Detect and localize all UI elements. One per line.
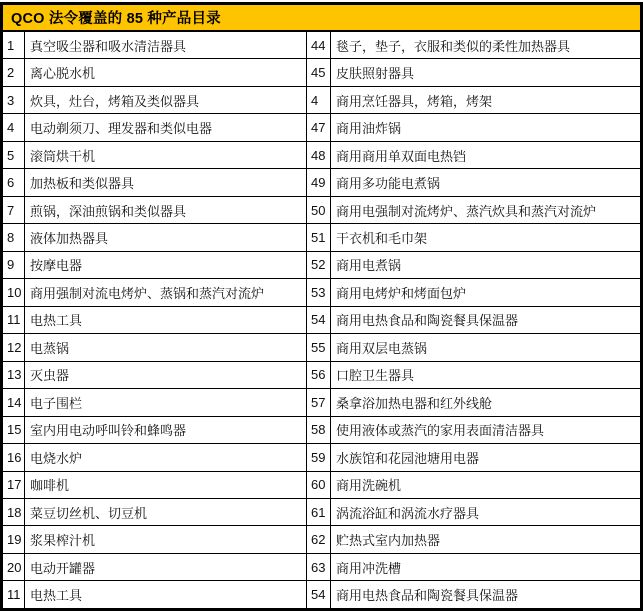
product-name-cell-right: 使用液体或蒸汽的家用表面清洁器具 [336, 423, 545, 439]
row-number-cell-right: 48 [307, 142, 331, 168]
table-row [3, 526, 640, 553]
product-table [3, 32, 640, 608]
row-number-cell-right: 62 [307, 526, 331, 552]
product-name-cell-left: 电动开罐器 [25, 554, 307, 580]
product-name-cell-left: 加热板和类似器具 [25, 169, 307, 195]
product-name-cell-left: 电动剃须刀、理发器和类似电器 [25, 114, 307, 140]
row-number-cell-right: 54 [307, 581, 331, 607]
product-name-cell-left: 滚筒烘干机 [25, 142, 307, 168]
table-row [3, 307, 640, 334]
product-name-cell-left: 电热工具 [25, 307, 307, 333]
product-catalog-document [0, 2, 643, 611]
product-name-cell-right: 商用双层电蒸锅 [336, 340, 428, 356]
row-number-cell-right: 59 [307, 444, 331, 470]
table-row [3, 114, 640, 141]
row-number-cell-left: 2 [3, 59, 25, 85]
product-name-cell-left: 电蒸锅 [25, 334, 307, 360]
product-name-cell-right: 商用电煮锅 [336, 258, 402, 274]
product-name-cell-right: 商用多功能电煮锅 [336, 176, 441, 192]
table-row [3, 499, 640, 526]
row-number-cell-left: 9 [3, 252, 25, 278]
table-row [3, 197, 640, 224]
product-name-cell-right: 涡流浴缸和涡流水疗器具 [336, 505, 480, 521]
row-number-cell-left: 10 [3, 279, 25, 305]
row-number-cell-left: 1 [3, 32, 25, 58]
product-name-cell-left: 灭虫器 [25, 362, 307, 388]
row-number-cell-right: 47 [307, 114, 331, 140]
product-name-cell-right: 口腔卫生器具 [336, 368, 415, 384]
row-number-cell-right: 63 [307, 554, 331, 580]
row-number-cell-right: 55 [307, 334, 331, 360]
row-number-cell-right: 53 [307, 279, 331, 305]
product-name-cell-right: 商用商用单双面电热铛 [336, 148, 467, 164]
table-row [3, 224, 640, 251]
product-name-cell-left: 离心脱水机 [25, 59, 307, 85]
product-name-cell-right: 商用电热食品和陶瓷餐具保温器 [336, 313, 519, 329]
product-name-cell-left: 按摩电器 [25, 252, 307, 278]
table-row [3, 334, 640, 361]
table-row [3, 362, 640, 389]
table-row [3, 279, 640, 306]
row-number-cell-left: 8 [3, 224, 25, 250]
table-row [3, 472, 640, 499]
product-name-cell-right: 商用电烤炉和烤面包炉 [336, 285, 467, 301]
product-name-cell-right: 商用电强制对流烤炉、蒸汽炊具和蒸汽对流炉 [336, 203, 597, 219]
product-name-cell-left: 咖啡机 [25, 472, 307, 498]
table-row [3, 142, 640, 169]
row-number-cell-left: 11 [3, 307, 25, 333]
product-name-cell-right: 商用电热食品和陶瓷餐具保温器 [336, 588, 519, 604]
product-name-cell-right: 干衣机和毛巾架 [336, 231, 428, 247]
table-row [3, 554, 640, 581]
product-name-cell-left: 真空吸尘器和吸水清洁器具 [25, 32, 307, 58]
product-name-cell-right: 毯子，垫子，衣服和类似的柔性加热器具 [336, 38, 571, 54]
row-number-cell-left: 6 [3, 169, 25, 195]
row-number-cell-left: 5 [3, 142, 25, 168]
table-row [3, 87, 640, 114]
row-number-cell-right: 54 [307, 307, 331, 333]
table-row [3, 417, 640, 444]
row-number-cell-left: 20 [3, 554, 25, 580]
table-title: QCO 法令覆盖的 85 种产品目录 [11, 11, 221, 27]
row-number-cell-right: 60 [307, 472, 331, 498]
product-name-cell-right: 水族馆和花园池塘用电器 [336, 450, 480, 466]
product-name-cell-left: 电热工具 [25, 581, 307, 607]
row-number-cell-left: 15 [3, 417, 25, 443]
row-number-cell-left: 16 [3, 444, 25, 470]
product-name-cell-left: 液体加热器具 [25, 224, 307, 250]
product-name-cell-left: 炊具，灶台，烤箱及类似器具 [25, 87, 307, 113]
table-row [3, 581, 640, 607]
product-name-cell-left: 浆果榨汁机 [25, 526, 307, 552]
table-row [3, 32, 640, 59]
product-name-cell-right: 商用冲洗槽 [336, 560, 402, 576]
product-name-cell-left: 煎锅，深油煎锅和类似器具 [25, 197, 307, 223]
table-row [3, 389, 640, 416]
row-number-cell-right: 50 [307, 197, 331, 223]
table-title-bar [3, 5, 640, 32]
row-number-cell-left: 7 [3, 197, 25, 223]
product-name-cell-left: 电烧水炉 [25, 444, 307, 470]
product-name-cell-left: 菜豆切丝机、切豆机 [25, 499, 307, 525]
product-name-cell-left: 商用强制对流电烤炉、蒸锅和蒸汽对流炉 [25, 279, 307, 305]
row-number-cell-right: 51 [307, 224, 331, 250]
row-number-cell-right: 44 [307, 32, 331, 58]
table-row [3, 252, 640, 279]
row-number-cell-right: 52 [307, 252, 331, 278]
row-number-cell-left: 13 [3, 362, 25, 388]
row-number-cell-right: 58 [307, 417, 331, 443]
product-name-cell-right: 商用烹饪器具，烤箱，烤架 [336, 93, 493, 109]
row-number-cell-right: 49 [307, 169, 331, 195]
row-number-cell-right: 45 [307, 59, 331, 85]
row-number-cell-left: 4 [3, 114, 25, 140]
row-number-cell-left: 3 [3, 87, 25, 113]
product-name-cell-right: 商用洗碗机 [336, 478, 402, 494]
product-name-cell-left: 室内用电动呼叫铃和蜂鸣器 [25, 417, 307, 443]
row-number-cell-left: 14 [3, 389, 25, 415]
product-name-cell-right: 皮肤照射器具 [336, 66, 415, 82]
row-number-cell-left: 19 [3, 526, 25, 552]
table-row [3, 169, 640, 196]
product-name-cell-left: 电子围栏 [25, 389, 307, 415]
product-name-cell-right: 桑拿浴加热电器和红外线舱 [336, 395, 493, 411]
product-name-cell-right: 贮热式室内加热器 [336, 533, 441, 549]
row-number-cell-left: 18 [3, 499, 25, 525]
row-number-cell-left: 11 [3, 581, 25, 607]
table-row [3, 59, 640, 86]
row-number-cell-right: 56 [307, 362, 331, 388]
product-name-cell-right: 商用油炸锅 [336, 121, 402, 137]
row-number-cell-right: 4 [307, 87, 331, 113]
row-number-cell-left: 12 [3, 334, 25, 360]
row-number-cell-left: 17 [3, 472, 25, 498]
row-number-cell-right: 57 [307, 389, 331, 415]
row-number-cell-right: 61 [307, 499, 331, 525]
table-row [3, 444, 640, 471]
